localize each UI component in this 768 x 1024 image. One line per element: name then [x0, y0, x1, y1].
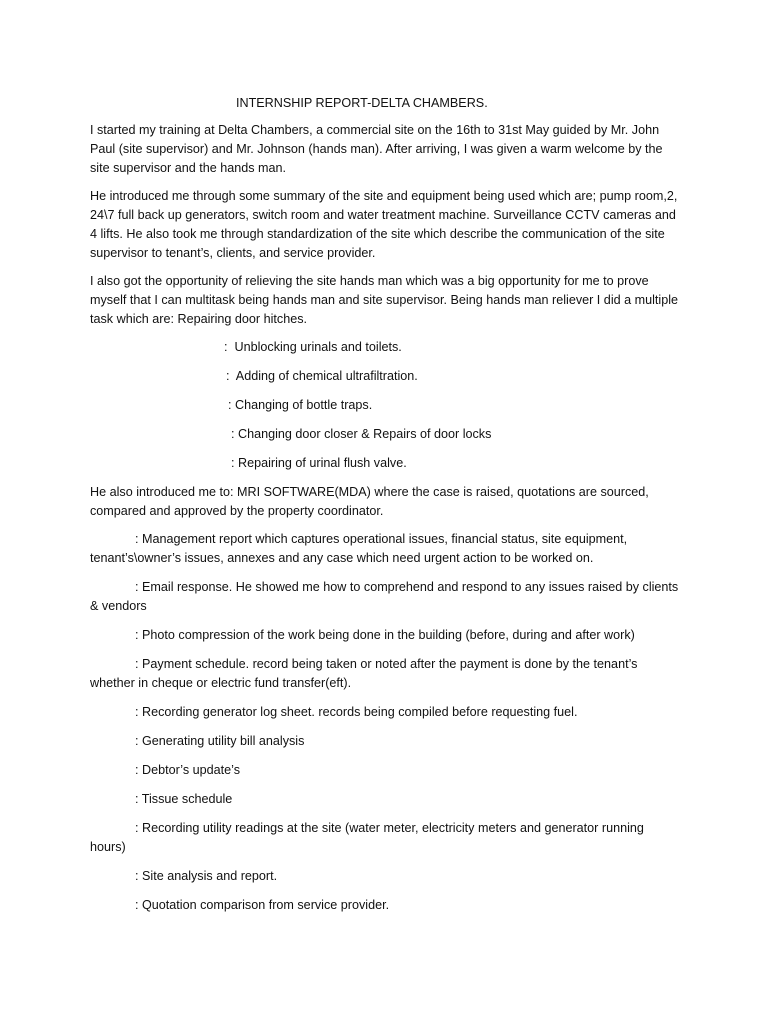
- software-task-item: : Management report which captures operational issues, financial status, site equipment, tenant’s\owner’s issues, annexes and any case which need urgent action to be worked on.: [90, 532, 628, 565]
- paragraph-software-intro: He also introduced me to: MRI SOFTWARE(MDA) where the case is raised, quotations are sourced, compared and approved by the property coordinator.: [90, 485, 649, 518]
- paragraph-site-equipment: He introduced me through some summary of the site and equipment being used which are; pump room,2, 24\7 full back up generators, switch room and water treatment machine. Surveillance CCTV cameras and 4 lifts. He also took me through standardization of the site which describe the communication of the site supervisor to tenant’s, clients, and service provider.: [90, 189, 678, 260]
- paragraph-training-start: I started my training at Delta Chambers, a commercial site on the 16th to 31st May guided by Mr. John Paul (site supervisor) and Mr. Johnson (hands man). After arriving, I was given a warm welcome by the site supervisor and the hands man.: [90, 123, 663, 175]
- task-item: : Unblocking urinals and toilets.: [224, 340, 402, 354]
- software-task-item: : Site analysis and report.: [135, 869, 278, 883]
- task-item: : Changing of bottle traps.: [228, 398, 373, 412]
- software-task-item: : Photo compression of the work being done in the building (before, during and after work): [135, 628, 635, 642]
- task-item: : Adding of chemical ultrafiltration.: [226, 369, 418, 383]
- software-task-item: : Generating utility bill analysis: [135, 734, 305, 748]
- task-item: : Changing door closer & Repairs of door locks: [231, 427, 492, 441]
- software-task-item: : Payment schedule. record being taken or noted after the payment is done by the tenant’s whether in cheque or electric fund transfer(eft).: [90, 657, 638, 690]
- report-title: INTERNSHIP REPORT-DELTA CHAMBERS.: [236, 96, 488, 110]
- paragraph-hands-man-relief: I also got the opportunity of relieving the site hands man which was a big opportunity for me to prove myself that I can multitask being hands man and site supervisor. Being hands man reliever I did a multiple task which are: Repairing door hitches.: [90, 274, 679, 326]
- software-task-item: : Debtor’s update’s: [135, 763, 241, 777]
- document-body: [90, 94, 682, 925]
- software-task-item: : Email response. He showed me how to comprehend and respond to any issues raised by clients & vendors: [90, 580, 679, 613]
- task-item: : Repairing of urinal flush valve.: [231, 456, 407, 470]
- software-task-item: : Tissue schedule: [135, 792, 233, 806]
- software-task-item: : Recording utility readings at the site (water meter, electricity meters and generator running hours): [90, 821, 644, 854]
- software-task-item: : Recording generator log sheet. records being compiled before requesting fuel.: [135, 705, 578, 719]
- software-task-item: : Quotation comparison from service provider.: [135, 898, 390, 912]
